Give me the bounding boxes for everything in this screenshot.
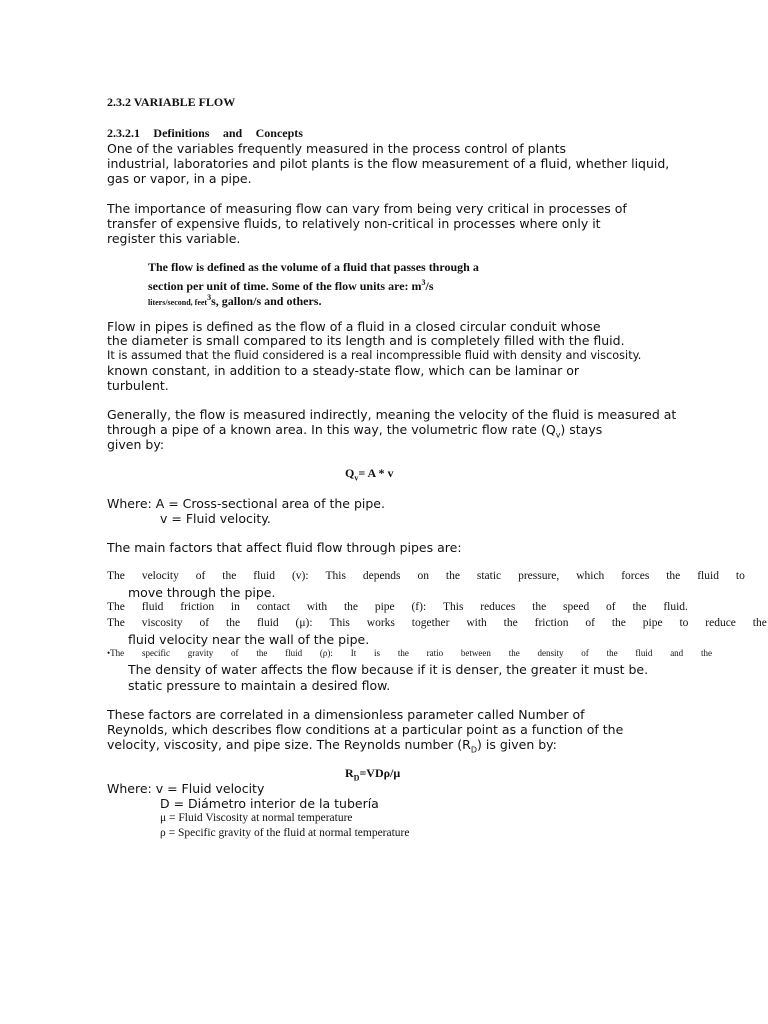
factor-word: the — [532, 601, 547, 613]
factor-word: (f): — [411, 601, 427, 613]
factor-word: the — [397, 648, 409, 658]
where-line: Where: v = Fluid velocity — [107, 781, 265, 796]
factor-word: This — [329, 617, 350, 629]
factor-word: in — [230, 601, 240, 613]
factor-word: gravity — [187, 648, 214, 658]
factor-word: the — [611, 617, 626, 629]
factor-word: pressure, — [518, 570, 560, 582]
where-line: D = Diámetro interior de la tubería — [160, 796, 379, 811]
factor-line — [107, 600, 688, 615]
subsection-number: 2.3.2.1 — [107, 126, 140, 140]
factor-word: the — [508, 648, 520, 658]
factor-word: the — [700, 648, 712, 658]
paragraph-line: These factors are correlated in a dimensionless parameter called Number of — [107, 707, 585, 722]
factor-word: of — [606, 601, 616, 613]
factor-line — [107, 646, 712, 661]
factor-word: fluid — [253, 570, 276, 582]
factor-word: of — [581, 648, 589, 658]
factor-word: The — [107, 570, 125, 582]
factor-word: with — [306, 601, 328, 613]
definition-line: The flow is defined as the volume of a fluid that passes through a — [148, 260, 479, 274]
factor-word: The — [107, 617, 125, 629]
paragraph-line: through a pipe of a known area. In this way, the volumetric flow rate $(Q_v)$ stays — [107, 422, 603, 440]
factor-word: friction — [534, 617, 569, 629]
factor-word: is — [374, 648, 381, 658]
factor-word: the — [256, 648, 268, 658]
paragraph-line: turbulent. — [107, 378, 169, 393]
factor-word: fluid — [256, 617, 279, 629]
factor-word: density — [537, 648, 564, 658]
factor-word: This — [442, 601, 464, 613]
factor-word: (v): — [291, 570, 309, 582]
factor-word: the — [606, 648, 618, 658]
factor-word: to — [735, 570, 745, 582]
factor-word: ratio — [426, 648, 444, 658]
factor-word: the — [226, 617, 241, 629]
factor-word: the — [445, 570, 460, 582]
factor-word: (ρ): — [319, 648, 333, 658]
factor-word: It — [350, 648, 357, 658]
factor-word: fluid — [697, 570, 719, 582]
factor-word: and — [670, 648, 684, 658]
factor-continuation: move through the pipe. — [128, 585, 276, 600]
paragraph-line: It is assumed that the fluid considered is a real incompressible fluid with density and viscosity. — [107, 349, 642, 362]
where-line: v = Fluid velocity. — [160, 511, 271, 526]
paragraph-line: gas or vapor, in a pipe. — [107, 171, 252, 186]
factor-word: together — [411, 617, 450, 629]
factor-word: of — [195, 570, 206, 582]
factor-word: viscosity — [141, 617, 183, 629]
paragraph-line: given by: — [107, 437, 165, 452]
factor-word: pipe — [642, 617, 663, 629]
factor-word: reduces — [480, 601, 516, 613]
factor-word: fluid — [141, 601, 164, 613]
paragraph-line: Reynolds, which describes flow conditions at a particular point as a function of the — [107, 722, 624, 737]
factor-word: reduce — [705, 617, 736, 629]
factor-word: to — [679, 617, 689, 629]
paragraph-line: velocity, viscosity, and pipe size. The Reynolds number $(R_D)$ is given by: — [107, 737, 557, 755]
paragraph-line: The importance of measuring flow can vary from being very critical in processes of — [107, 201, 627, 216]
where-line: ρ = Specific gravity of the fluid at normal temperature — [160, 827, 410, 839]
factor-continuation: fluid velocity near the wall of the pipe. — [128, 632, 370, 647]
factor-word: on — [417, 570, 429, 582]
formula-reynolds: $R_D=VD\rho/\mu$ — [345, 766, 401, 783]
factors-intro: The main factors that affect fluid flow through pipes are: — [107, 540, 462, 555]
factor-word: forces — [621, 570, 650, 582]
factor-word: This — [325, 570, 346, 582]
factor-word: The — [107, 601, 125, 613]
factor-word: the — [632, 601, 647, 613]
factor-continuation: static pressure to maintain a desired flow. — [128, 678, 391, 693]
factor-word: works — [366, 617, 395, 629]
factor-word: fluid — [285, 648, 303, 658]
factor-line — [107, 569, 745, 584]
factor-word: the — [343, 601, 359, 613]
factor-word: speed — [563, 601, 590, 613]
factor-word: fluid — [635, 648, 653, 658]
subsection-word: Concepts — [255, 126, 303, 140]
factor-word: which — [576, 570, 605, 582]
factor-word: depends — [362, 570, 401, 582]
factor-word: (μ): — [295, 617, 313, 629]
section-title: 2.3.2 VARIABLE FLOW — [107, 95, 236, 109]
factor-word: specific — [141, 648, 170, 658]
factor-word: the — [666, 570, 681, 582]
where-line: Where: A = Cross-sectional area of the pipe. — [107, 496, 385, 511]
factor-word: the — [503, 617, 518, 629]
factor-word: of — [199, 617, 210, 629]
factor-word: of — [585, 617, 595, 629]
factor-word: the — [752, 617, 767, 629]
paragraph-line: industrial, laboratories and pilot plants is the flow measurement of a fluid, whether liquid, — [107, 156, 670, 171]
paragraph-line: known constant, in addition to a steady-state flow, which can be laminar or — [107, 363, 580, 378]
paragraph-line: Flow in pipes is defined as the flow of a fluid in a closed circular conduit whose — [107, 319, 601, 334]
factor-word: •The — [107, 648, 125, 658]
subsection-word: Definitions — [153, 126, 210, 140]
factor-word: friction — [180, 601, 215, 613]
factor-word: with — [466, 617, 487, 629]
definition-line: liters/second, feet$^3$s, gallon/s and others. — [148, 293, 322, 308]
paragraph-line: register this variable. — [107, 231, 241, 246]
paragraph-line: the diameter is small compared to its length and is completely filled with the fluid. — [107, 333, 625, 348]
formula-flow: $Q_v= A * v$ — [345, 466, 394, 483]
paragraph-line: transfer of expensive fluids, to relatively non-critical in processes where only it — [107, 216, 601, 231]
factor-continuation: The density of water affects the flow because if it is denser, the greater it must be. — [128, 662, 649, 677]
factor-word: velocity — [141, 570, 179, 582]
paragraph-line: Generally, the flow is measured indirectly, meaning the velocity of the fluid is measured at — [107, 407, 677, 422]
factor-word: of — [231, 648, 239, 658]
subsection-word: and — [222, 126, 243, 140]
subsection-title — [107, 126, 303, 141]
factor-word: between — [460, 648, 491, 658]
where-line: μ = Fluid Viscosity at normal temperature — [160, 812, 353, 824]
definition-line: section per unit of time. Some of the flow units are: $m^3/s$ — [148, 278, 434, 293]
factor-word: static — [476, 570, 502, 582]
factor-word: the — [222, 570, 237, 582]
factor-word: contact — [256, 601, 290, 613]
factor-line — [107, 616, 767, 631]
paragraph-line: One of the variables frequently measured in the process control of plants — [107, 141, 567, 156]
factor-word: pipe — [374, 601, 395, 613]
factor-word: fluid. — [663, 601, 688, 613]
